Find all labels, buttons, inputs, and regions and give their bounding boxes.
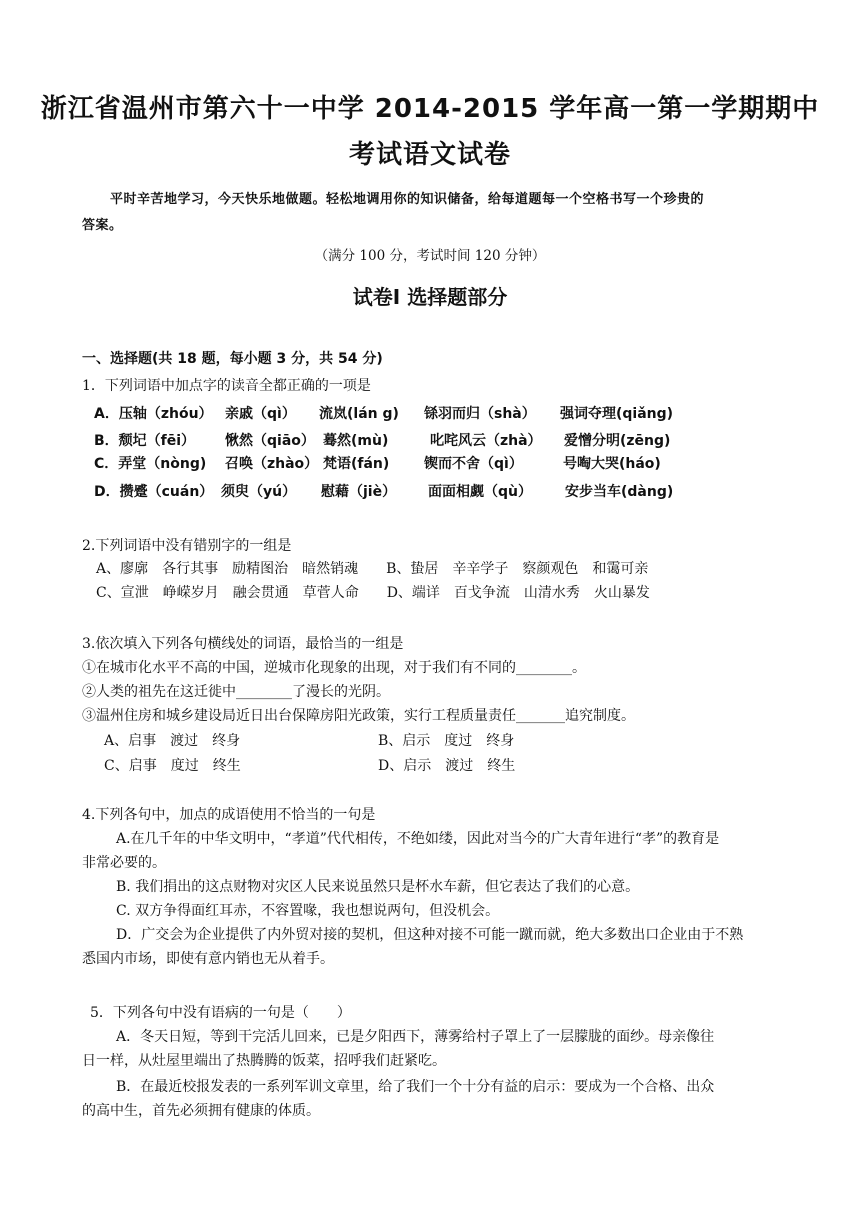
- q3-option-a: A、启事 渡过 终身: [104, 733, 241, 749]
- q1-d-item-4: 面面相觑（qù）: [428, 484, 532, 500]
- intro-line1: 平时辛苦地学习，今天快乐地做题。轻松地调用你的知识储备，给每道题每一个空格书写一个珍贵的: [110, 192, 705, 207]
- q4-option-b: B. 我们捐出的这点财物对灾区人民来说虽然只是杯水车薪，但它表达了我们的心意。: [116, 879, 640, 895]
- q1-a-item-4: 铩羽而归（shà）: [424, 406, 536, 422]
- section-title: 试卷Ⅰ 选择题部分: [352, 285, 508, 309]
- q1-a-item-3: 流岚(lán g): [319, 406, 399, 422]
- q1-b-item-4: 叱咤风云（zhà）: [430, 433, 542, 449]
- q1-d-item-1: D．攒蹙（cuán）: [94, 484, 214, 500]
- exam-title-line1: 浙江省温州市第六十一中学 2014-2015 学年高一第一学期期中: [40, 94, 820, 124]
- q1-a-item-2: 亲戚（qì）: [225, 406, 296, 422]
- q4-stem: 4.下列各句中，加点的成语使用不恰当的一句是: [82, 807, 376, 823]
- q1-option-row-b: [94, 431, 834, 451]
- part1-heading: 一、选择题(共 18 题，每小题 3 分，共 54 分): [82, 351, 383, 367]
- q1-option-row-c: [94, 454, 834, 474]
- q1-b-item-5: 爱憎分明(zēng): [564, 433, 671, 449]
- q4-option-a-line1: A.在几千年的中华文明中，“孝道”代代相传，不绝如缕，因此对当今的广大青年进行“孝”的教育是: [116, 831, 720, 847]
- q4-option-a-line2: 非常必要的。: [82, 855, 166, 871]
- q5-option-b-line1: B．在最近校报发表的一系列军训文章里，给了我们一个十分有益的启示：要成为一个合格、出众: [116, 1079, 715, 1095]
- q1-c-item-5: 号啕大哭(háo): [563, 456, 661, 472]
- q3-option-c: C、启事 度过 终生: [104, 758, 241, 774]
- q1-a-item-1: A．压轴（zhóu）: [94, 406, 213, 422]
- q4-option-d-line1: D．广交会为企业提供了内外贸对接的契机，但这种对接不可能一蹴而就，绝大多数出口企业由于不熟: [116, 927, 744, 943]
- q3-option-d: D、启示 渡过 终生: [378, 758, 516, 774]
- q5-stem: 5．下列各句中没有语病的一句是（ ）: [90, 1005, 351, 1021]
- q1-c-item-3: 梵语(fán): [323, 456, 390, 472]
- q1-d-item-3: 慰藉（jiè）: [321, 484, 397, 500]
- q1-option-row-d: [94, 482, 834, 502]
- exam-meta: （满分 100 分，考试时间 120 分钟）: [314, 248, 546, 264]
- q1-option-row-a: [94, 404, 834, 424]
- exam-title-line2: 考试语文试卷: [348, 140, 511, 170]
- q3-sentence-3: ③温州住房和城乡建设局近日出台保障房阳光政策，实行工程质量责任_______追究制度。: [82, 708, 635, 724]
- q1-c-item-2: 召唤（zhào）: [225, 456, 319, 472]
- q2-options-line1: A、廖廓 各行其事 励精图治 暗然销魂 B、蛰居 辛辛学子 察颜观色 和霭可亲: [96, 561, 649, 577]
- q4-option-d-line2: 悉国内市场，即使有意内销也无从着手。: [82, 951, 334, 967]
- q3-sentence-1: ①在城市化水平不高的中国，逆城市化现象的出现，对于我们有不同的________。: [82, 660, 586, 676]
- q1-c-item-4: 锲而不舍（qì）: [424, 456, 523, 472]
- q1-b-item-3: 蓦然(mù): [323, 433, 389, 449]
- q2-stem: 2.下列词语中没有错别字的一组是: [82, 538, 292, 554]
- q1-stem: 1．下列词语中加点字的读音全都正确的一项是: [82, 378, 371, 394]
- q3-stem: 3.依次填入下列各句横线处的词语，最恰当的一组是: [82, 636, 404, 652]
- q4-option-c: C. 双方争得面红耳赤，不容置喙，我也想说两句，但没机会。: [116, 903, 500, 919]
- q3-sentence-2: ②人类的祖先在这迁徙中________了漫长的光阴。: [82, 684, 390, 700]
- q2-options-line2: C、宣泄 峥嵘岁月 融会贯通 草菅人命 D、端详 百戈争流 山清水秀 火山暴发: [96, 585, 650, 601]
- intro-line2: 答案。: [82, 218, 123, 233]
- q1-c-item-1: C．弄堂（nòng): [94, 456, 207, 472]
- q5-option-a-line1: A．冬天日短，等到干完活儿回来，已是夕阳西下，薄雾给村子罩上了一层朦胧的面纱。母亲像往: [116, 1029, 715, 1045]
- q5-option-b-line2: 的高中生，首先必须拥有健康的体质。: [82, 1103, 320, 1119]
- q1-b-item-1: B．颓圮（fēi）: [94, 433, 196, 449]
- q5-option-a-line2: 日一样，从灶屋里端出了热腾腾的饭菜，招呼我们赶紧吃。: [82, 1053, 446, 1069]
- q3-option-b: B、启示 度过 终身: [378, 733, 515, 749]
- q1-b-item-2: 愀然（qiāo）: [225, 433, 315, 449]
- q1-d-item-2: 须臾（yú）: [221, 484, 297, 500]
- q1-d-item-5: 安步当车(dàng): [565, 484, 674, 500]
- q1-a-item-5: 强词夺理(qiǎng): [560, 406, 674, 422]
